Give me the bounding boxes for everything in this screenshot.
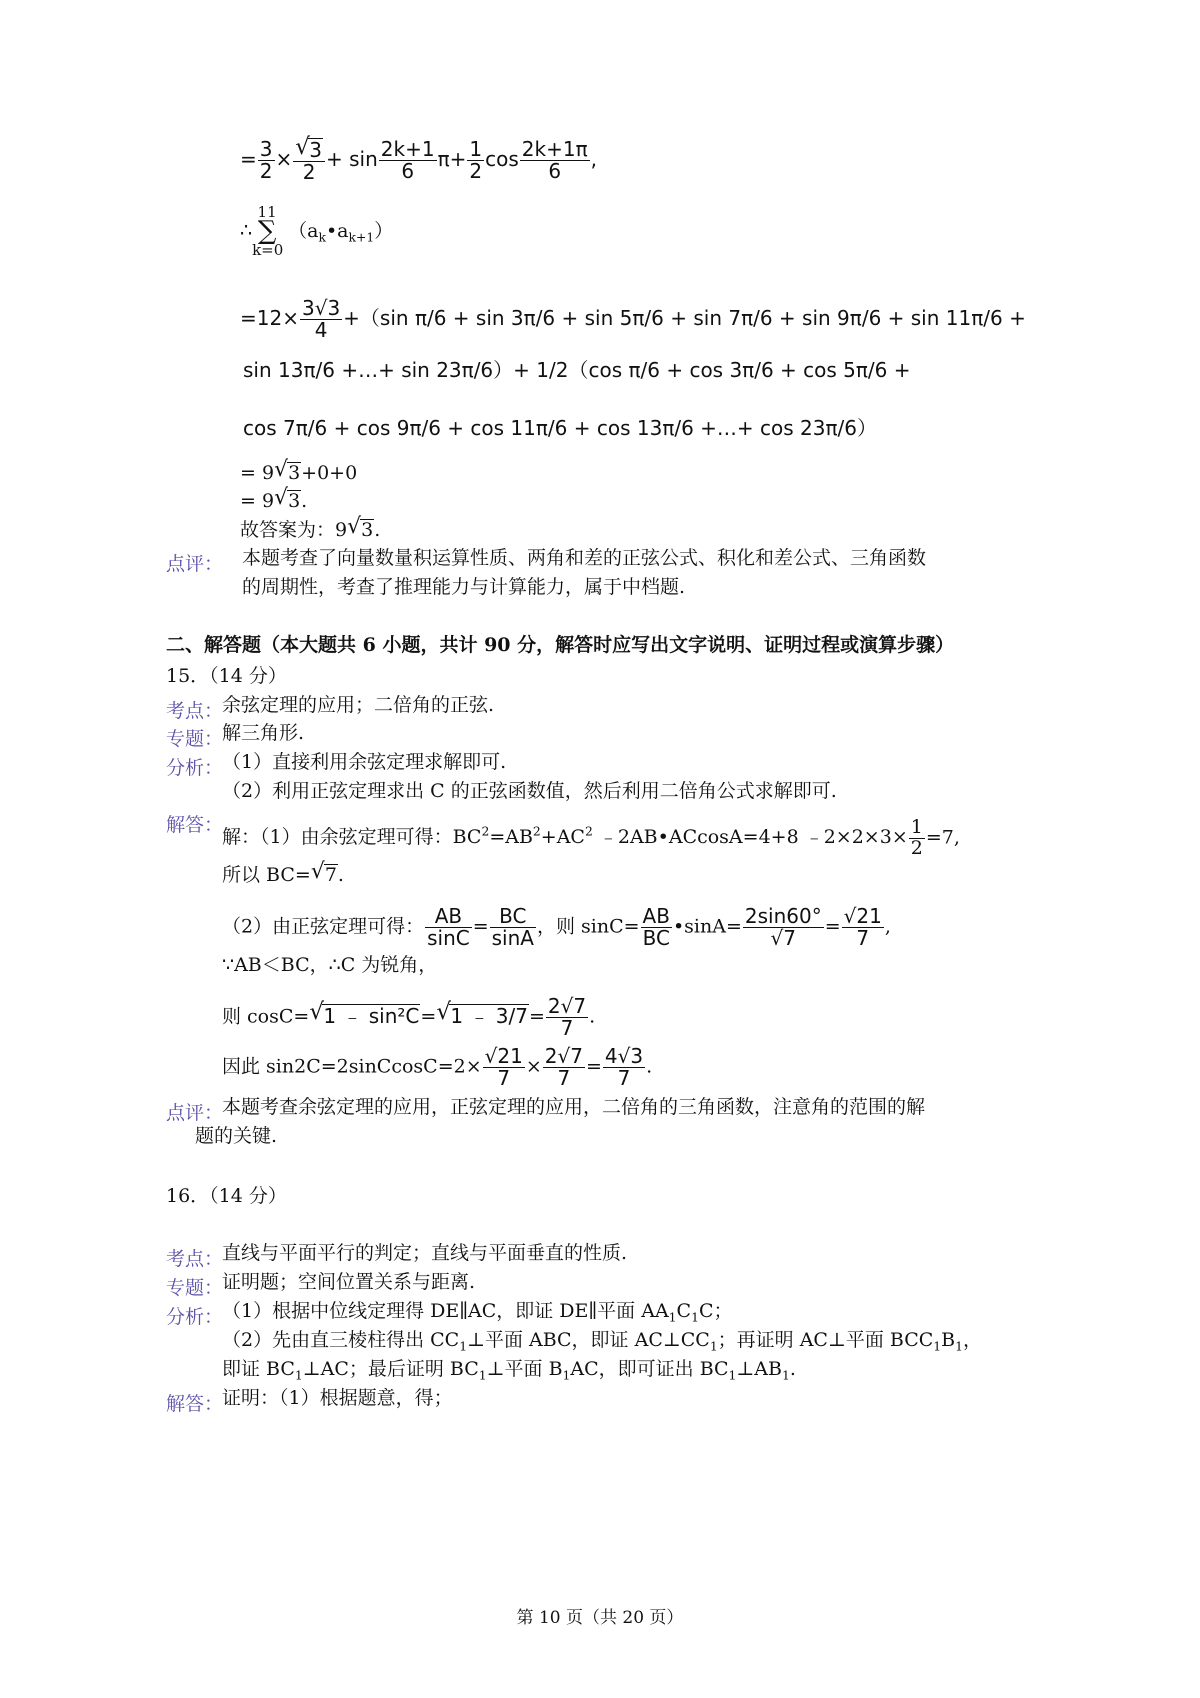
q16-fenxi-2: （2）先由直三棱柱得出 $CC_1\perp$平面 ABC，即证 $AC\perp CC_1$；再证明 AC⊥平面 $BCC_1B_1$，: [222, 1329, 982, 1354]
formula-line-2: =12× $\frac{3√3}{4}$ +（sin π/6 + sin 3π/6 + sin 5π/6 + sin 7π/6 + sin 9π/6 + sin 11π/6 +: [240, 296, 1026, 342]
fraction: $\frac{√21}{7}$: [843, 904, 882, 950]
q15-jieda-5: 则 cosC=√ 1 ﹣ sin²C=√ 1 ﹣ 3/7= $\frac{2√7}{7}$ .: [222, 996, 595, 1039]
q16-zhuanti-label: 专题：: [166, 1277, 224, 1299]
page-footer: 第 10 页（共 20 页）: [516, 1608, 684, 1628]
formula-line-6: = 9√ 3.: [240, 490, 307, 512]
formula-line-1: = $\frac{3}{2}$ × √ $\frac{3}{2}$ + sin $\frac{2k+1}{6}$ π+ $\frac{1}{2}$ cos $\frac{2k+1\pi}{6}$ ,: [240, 138, 597, 183]
fraction: $\frac{2k+1}{6}$: [380, 137, 435, 183]
section-title: 二、解答题（本大题共 6 小题，共计 90 分，解答时应写出文字说明、证明过程或演算步骤）: [166, 634, 955, 656]
q15-jieda-label: 解答：: [166, 814, 224, 836]
fraction: $\frac{2√7}{7}$: [544, 1044, 583, 1090]
q16-jieda-1: 证明：（1）根据题意，得；: [222, 1387, 453, 1409]
q15-zhuanti: 解三角形.: [222, 722, 305, 744]
formula-line-3: sin 13π/6 +…+ sin 23π/6）+ 1/2（cos π/6 + cos 3π/6 + cos 5π/6 +: [243, 358, 911, 382]
q15-jieda-4: ∵AB＜BC，∴C 为锐角，: [222, 954, 438, 976]
q16-title: 16．（14 分）: [166, 1185, 287, 1207]
fraction: $\frac{BC}{\sin A}$: [491, 904, 534, 950]
q15-fenxi-label: 分析：: [166, 757, 224, 779]
fraction: $\frac{AB}{BC}$: [642, 904, 670, 950]
q15-dianping-label: 点评：: [166, 1102, 224, 1124]
q15-dianping-2: 题的关键.: [195, 1125, 278, 1147]
formula-line-4: cos 7π/6 + cos 9π/6 + cos 11π/6 + cos 13π/6 +…+ cos 23π/6）: [243, 416, 878, 440]
q16-fenxi-label: 分析：: [166, 1306, 224, 1328]
sigma-symbol: 11 ∑ k=0: [252, 203, 284, 260]
q16-kaodian-label: 考点：: [166, 1248, 224, 1270]
fraction: $\frac{AB}{\sin C}$: [427, 904, 470, 950]
q15-zhuanti-label: 专题：: [166, 728, 224, 750]
q16-fenxi-3: 即证 $BC_1\perp AC$；最后证明 $BC_1\perp$平面 $B_1AC$，即可证出 $BC_1\perp AB_1$.: [222, 1358, 796, 1383]
q16-kaodian: 直线与平面平行的判定；直线与平面垂直的性质.: [222, 1242, 628, 1264]
q15-kaodian-label: 考点：: [166, 700, 224, 722]
q15-jieda-2: 所以 BC=√ 7.: [222, 864, 344, 886]
formula-line-5: = 9√ 3+0+0: [240, 462, 357, 484]
comment-label: 点评：: [166, 553, 224, 575]
fraction: $\frac{2\sin 60^\circ}{√7}$: [744, 904, 822, 950]
q15-kaodian: 余弦定理的应用；二倍角的正弦.: [222, 694, 495, 716]
q15-jieda-1: 解：（1）由余弦定理可得：$BC^2=AB^2+AC^2$ ﹣2AB•ACcosA=4+8 ﹣2×2×3× $\frac{1}{2}$ =7,: [222, 816, 960, 859]
q15-dianping-1: 本题考查余弦定理的应用，正弦定理的应用，二倍角的三角函数，注意角的范围的解: [222, 1096, 926, 1118]
q15-jieda-6: 因此 sin2C=2sinCcosC=2× $\frac{√21}{7}$ × $\frac{2√7}{7}$ = $\frac{4√3}{7}$ .: [222, 1044, 653, 1090]
q16-zhuanti: 证明题；空间位置关系与距离.: [222, 1271, 476, 1293]
q15-fenxi-2: （2）利用正弦定理求出 C 的正弦函数值，然后利用二倍角公式求解即可.: [222, 780, 837, 802]
fraction: $\frac{2k+1\pi}{6}$: [521, 137, 588, 183]
comment-text-1: 本题考查了向量数量积运算性质、两角和差的正弦公式、积化和差公式、三角函数: [242, 547, 927, 569]
summation-line: ∴ 11 ∑ k=0 $(a_k•a_{k+1})$: [240, 203, 394, 260]
sum-term: $(a_k•a_{k+1})$: [288, 219, 394, 245]
q16-fenxi-1: （1）根据中位线定理得 DE∥AC，即证 DE∥平面 $AA_1C_1C$；: [222, 1300, 733, 1325]
q15-fenxi-1: （1）直接利用余弦定理求解即可.: [222, 751, 507, 773]
fraction: $\frac{2√7}{7}$: [547, 994, 587, 1040]
q15-jieda-3: （2）由正弦定理可得： $\frac{AB}{\sin C}$ = $\frac{BC}{\sin A}$ ，则 sinC= $\frac{AB}{BC}$ •sinA= $\frac{2\sin 60^\circ}{√7}$ = $\frac{√21}{7}$ ,: [222, 904, 891, 950]
fraction: $\frac{4√3}{7}$: [604, 1044, 644, 1090]
comment-text-2: 的周期性，考查了推理能力与计算能力，属于中档题.: [242, 576, 686, 598]
fraction: $\frac{√21}{7}$: [484, 1044, 523, 1090]
q16-jieda-label: 解答：: [166, 1393, 224, 1415]
answer-line: 故答案为：9√ 3.: [240, 519, 380, 541]
fraction: √ $\frac{3}{2}$: [293, 138, 325, 183]
fraction: $\frac{3√3}{4}$: [301, 296, 341, 342]
q15-title: 15．（14 分）: [166, 665, 287, 687]
fraction: $\frac{1}{2}$: [910, 816, 923, 859]
fraction: $\frac{1}{2}$: [469, 137, 483, 183]
fraction: $\frac{3}{2}$: [259, 137, 273, 183]
